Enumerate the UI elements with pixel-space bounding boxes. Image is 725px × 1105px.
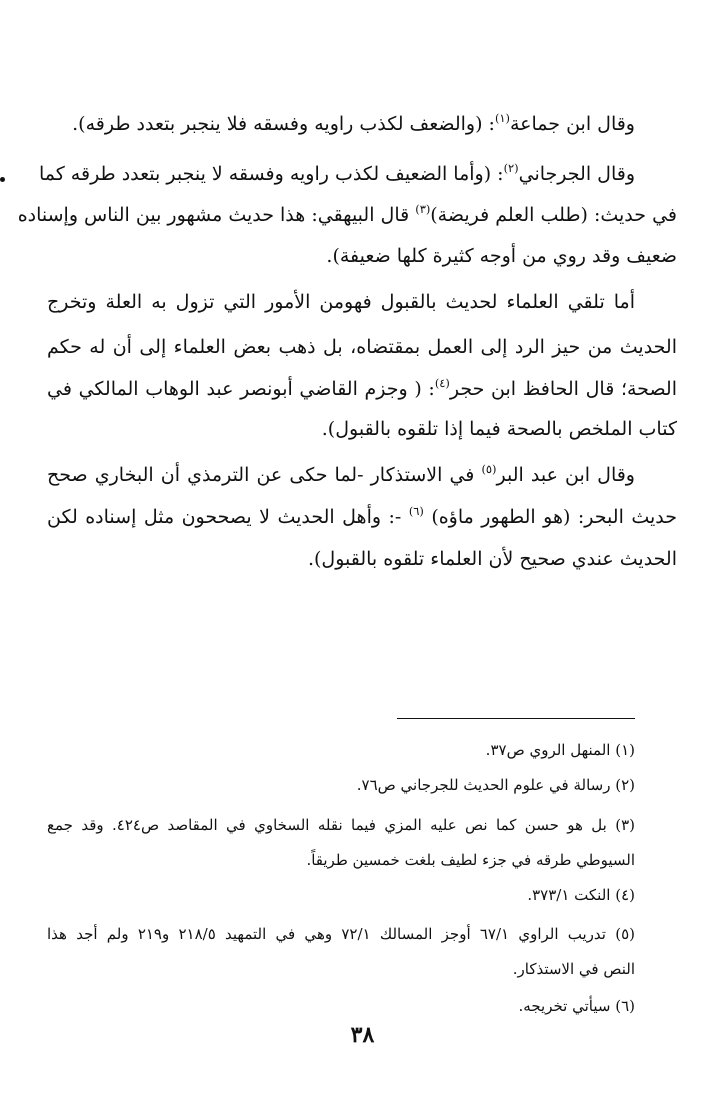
body-line-5: أما تلقي العلماء لحديث بالقبول فهومن الأمور التي تزول به العلة وتخرج <box>47 291 635 313</box>
body-line-4: ضعيف وقد روي من أوجه كثيرة كلها ضعيفة). <box>326 245 677 267</box>
page-number: ٣٨ <box>350 1022 375 1048</box>
footnote-3: (٣) بل هو حسن كما نص عليه المزي فيما نقله السخاوي في المقاصد ص٤٢٤. وقد جمع <box>47 816 635 834</box>
body-line-1: وقال ابن جماعة$^{(١)}$: (والضعف لكذب راويه وفسقه فلا ينجبر بتعدد طرقه). <box>72 111 635 135</box>
body-line-11: الحديث عندي صحيح لأن العلماء تلقوه بالقبول). <box>307 548 677 570</box>
margin-mark <box>0 177 5 182</box>
footnote-5-cont: النص في الاستذكار. <box>512 960 635 978</box>
footnote-5: (٥) تدريب الراوي ٦٧/١ أوجز المسالك ٧٢/١ وهي في التمهيد ٢١٨/٥ و٢١٩ ولم أجد هذا <box>47 925 635 943</box>
footnote-1: (١) المنهل الروي ص٣٧. <box>485 741 635 759</box>
body-line-3: في حديث: (طلب العلم فريضة)$^{(٣)}$ قال البيهقي: هذا حديث مشهور بين الناس وإسناده <box>17 202 677 226</box>
footnote-separator <box>397 718 635 719</box>
body-line-6: الحديث من حيز الرد إلى العمل بمقتضاه، بل ذهب بعض العلماء إلى أن له حكم <box>47 336 677 358</box>
footnote-4: (٤) النكت ٣٧٣/١. <box>527 886 635 904</box>
body-line-8: كتاب الملخص بالصحة فيما إذا تلقوه بالقبول). <box>321 418 677 440</box>
body-line-9: وقال ابن عبد البر$^{(٥)}$ في الاستذكار -لما حكى عن الترمذي أن البخاري صحح <box>47 462 635 486</box>
footnote-6: (٦) سيأتي تخريجه. <box>518 997 635 1015</box>
footnote-3-cont: السيوطي طرقه في جزء لطيف بلغت خمسين طريقاً. <box>306 851 635 869</box>
body-line-7: الصحة؛ قال الحافظ ابن حجر$^{(٤)}$: ( وجزم القاضي أبونصر عبد الوهاب المالكي في <box>47 376 677 400</box>
body-line-2: وقال الجرجاني$^{(٢)}$: (وأما الضعيف لكذب راويه وفسقه لا ينجبر بتعدد طرقه كما <box>38 161 635 185</box>
footnote-2: (٢) رسالة في علوم الحديث للجرجاني ص٧٦. <box>356 776 635 794</box>
body-line-10: حديث البحر: (هو الطهور ماؤه) $^{(٦)}$ -: وأهل الحديث لا يصححون مثل إسناده لكن <box>47 504 677 528</box>
